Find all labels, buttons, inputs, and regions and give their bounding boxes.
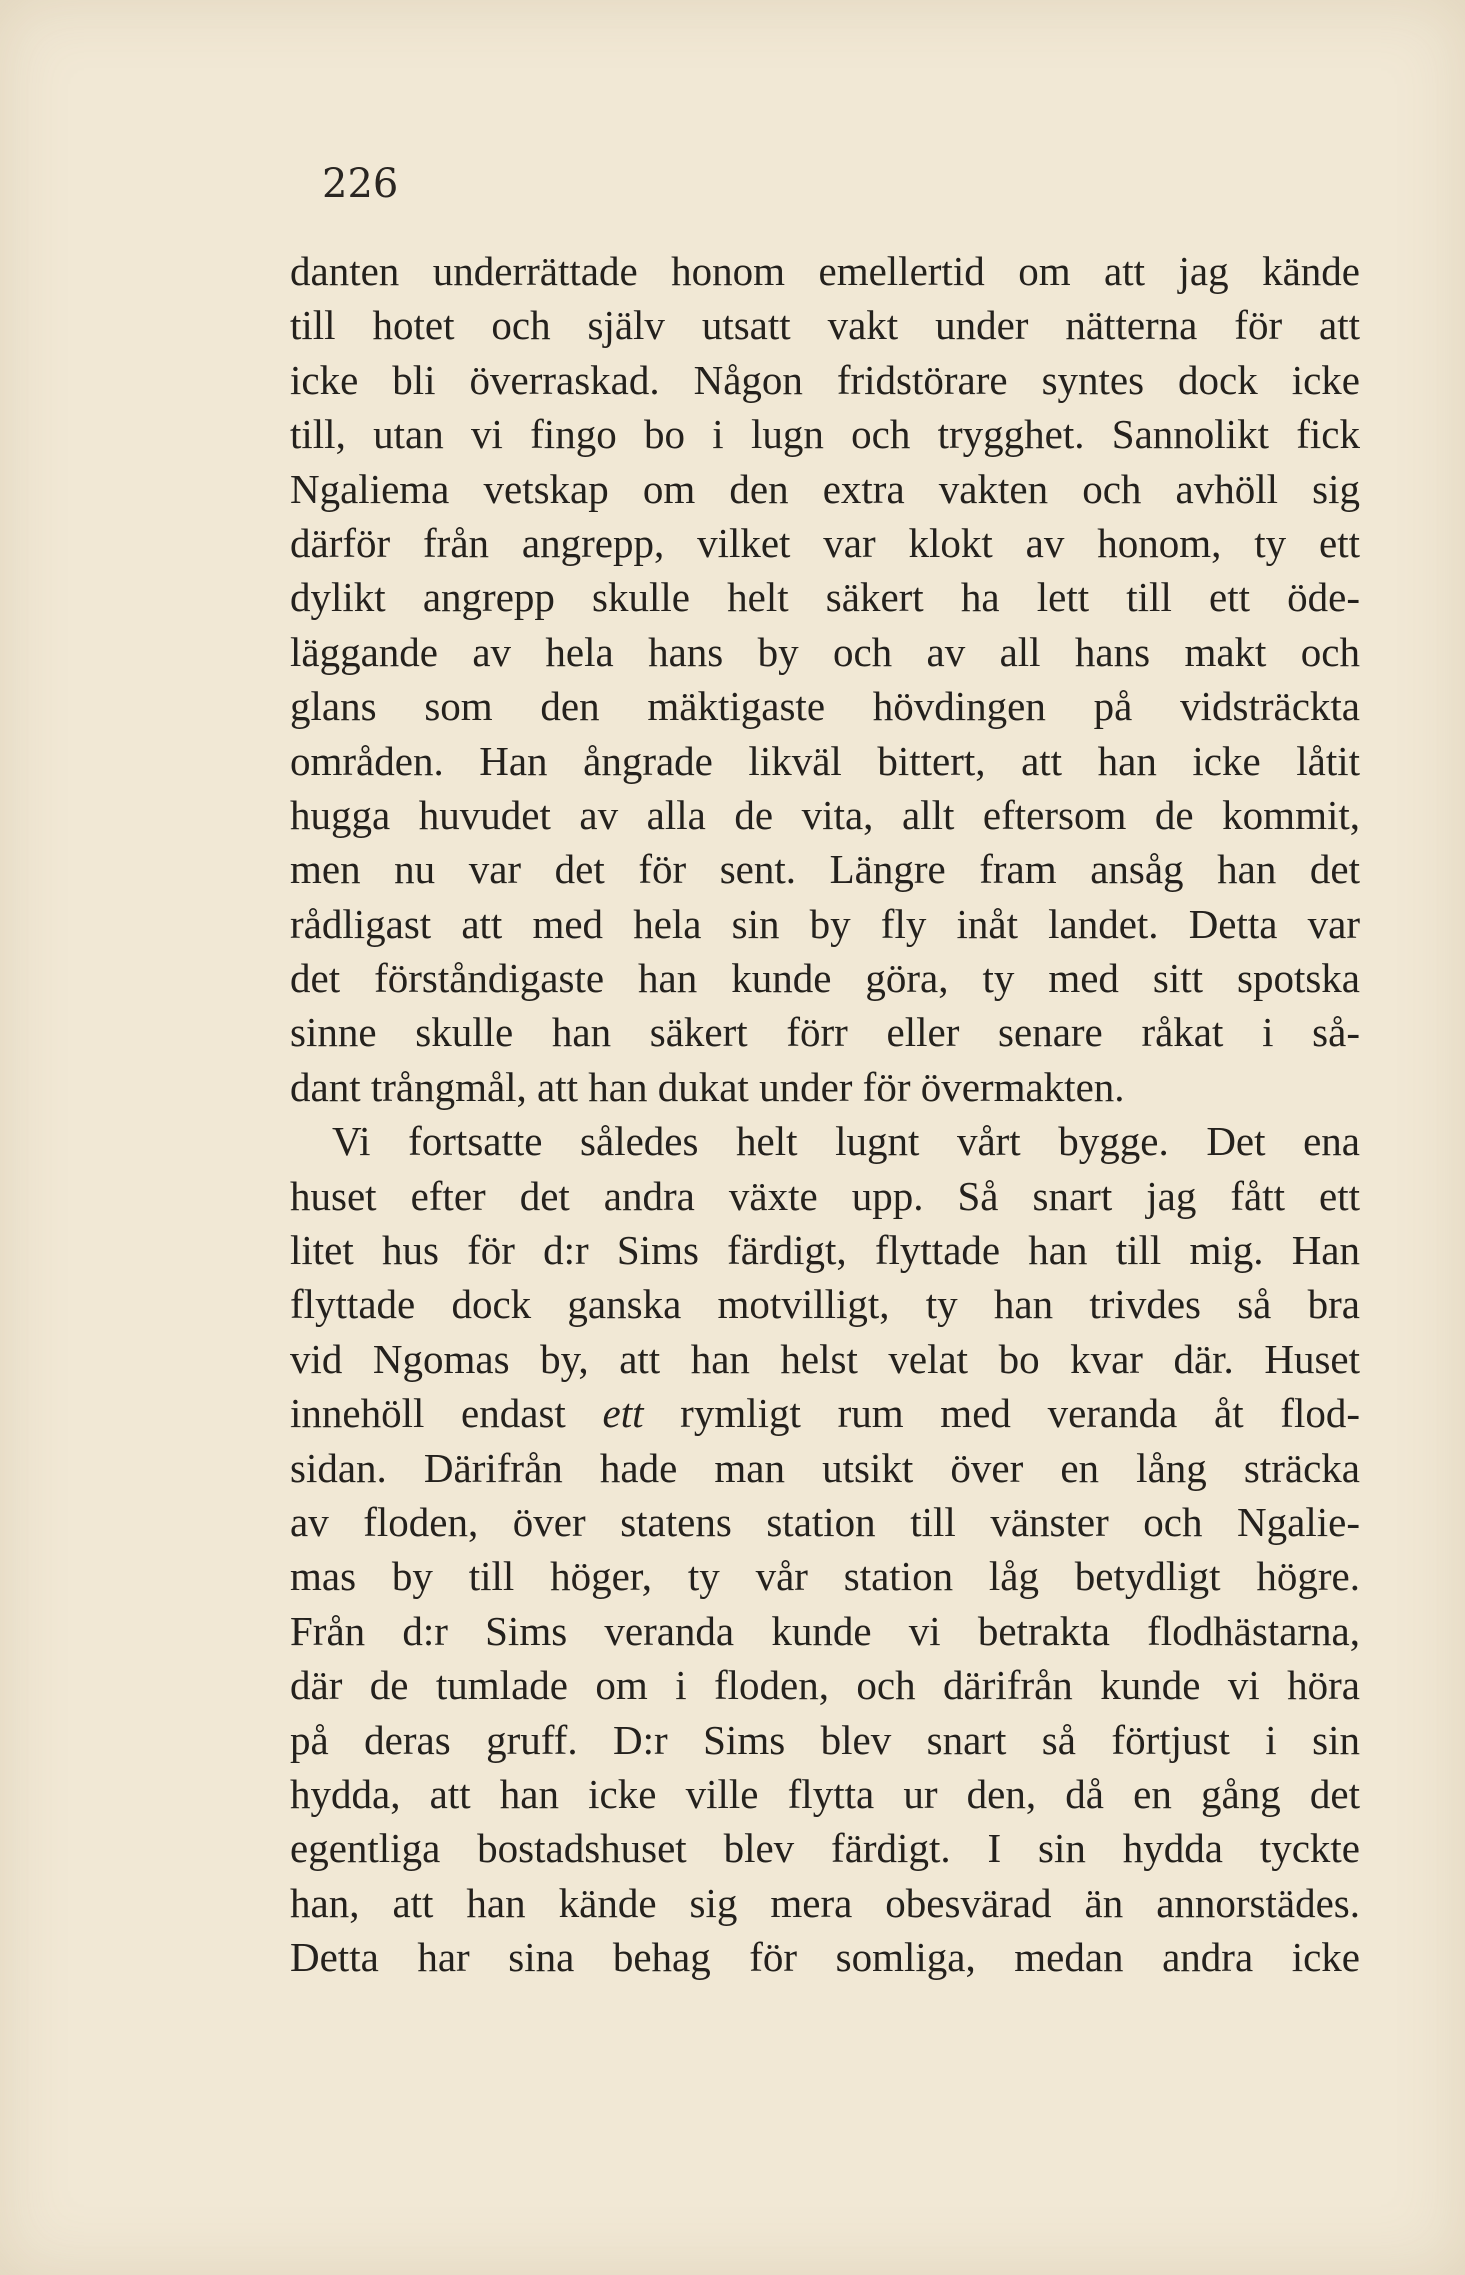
body-text: [290, 244, 1360, 1985]
text-line: icke bli överraskad. Någon fridstörare syntes dock icke: [290, 356, 1360, 403]
text-line: glans som den mäktigaste hövdingen på vidsträckta: [290, 683, 1360, 730]
text-line: flyttade dock ganska motvilligt, ty han trivdes så bra: [290, 1281, 1360, 1328]
page-number: 226: [322, 161, 399, 207]
text-line-with-emphasis: [290, 1386, 1360, 1440]
text-line: egentliga bostadshuset blev färdigt. I sin hydda tyckte: [290, 1825, 1360, 1872]
text-line: hydda, att han icke ville flytta ur den, då en gång det: [290, 1770, 1360, 1817]
text-line: sidan. Därifrån hade man utsikt över en lång sträcka: [290, 1444, 1360, 1491]
text-segment: rymligt rum med veranda åt flod-: [680, 1390, 1360, 1437]
text-line: litet hus för d:r Sims färdigt, flyttade han till mig. Han: [290, 1227, 1360, 1274]
text-line: vid Ngomas by, att han helst velat bo kvar där. Huset: [290, 1335, 1360, 1382]
text-line: där de tumlade om i floden, och därifrån kunde vi höra: [290, 1662, 1360, 1709]
text-line: till hotet och själv utsatt vakt under nätterna för att: [290, 302, 1360, 349]
text-line: Från d:r Sims veranda kunde vi betrakta flodhästarna,: [290, 1607, 1360, 1654]
text-line: mas by till höger, ty vår station låg betydligt högre.: [290, 1553, 1360, 1600]
text-line: Ngaliema vetskap om den extra vakten och avhöll sig: [290, 465, 1360, 512]
text-line: hugga huvudet av alla de vita, allt eftersom de kommit,: [290, 791, 1360, 838]
text-line: det förståndigaste han kunde göra, ty med sitt spotska: [290, 955, 1360, 1002]
text-line: läggande av hela hans by och av all hans makt och: [290, 628, 1360, 675]
text-line: huset efter det andra växte upp. Så snart jag fått ett: [290, 1172, 1360, 1219]
text-segment: innehöll endast: [290, 1390, 566, 1437]
text-line: han, att han kände sig mera obesvärad än annorstädes.: [290, 1879, 1360, 1926]
text-line: dylikt angrepp skulle helt säkert ha lett till ett öde-: [290, 574, 1360, 621]
text-line: områden. Han ångrade likväl bittert, att han icke låtit: [290, 737, 1360, 784]
text-line: av floden, över statens station till vänster och Ngalie-: [290, 1498, 1360, 1545]
text-line: Detta har sina behag för somliga, medan andra icke: [290, 1934, 1360, 1981]
emphasized-word: ett: [602, 1390, 644, 1437]
text-line: rådligast att med hela sin by fly inåt landet. Detta var: [290, 900, 1360, 947]
text-line: därför från angrepp, vilket var klokt av honom, ty ett: [290, 519, 1360, 566]
text-line: men nu var det för sent. Längre fram ansåg han det: [290, 846, 1360, 893]
text-line: till, utan vi fingo bo i lugn och trygghet. Sannolikt fick: [290, 411, 1360, 458]
text-line: på deras gruff. D:r Sims blev snart så förtjust i sin: [290, 1716, 1360, 1763]
text-line: sinne skulle han säkert förr eller senare råkat i så-: [290, 1009, 1360, 1056]
paragraph-start-line: Vi fortsatte således helt lugnt vårt bygge. Det ena: [332, 1118, 1360, 1165]
paragraph-end-line: dant trångmål, att han dukat under för övermakten.: [290, 1063, 1125, 1110]
text-line: danten underrättade honom emellertid om att jag kände: [290, 248, 1360, 294]
